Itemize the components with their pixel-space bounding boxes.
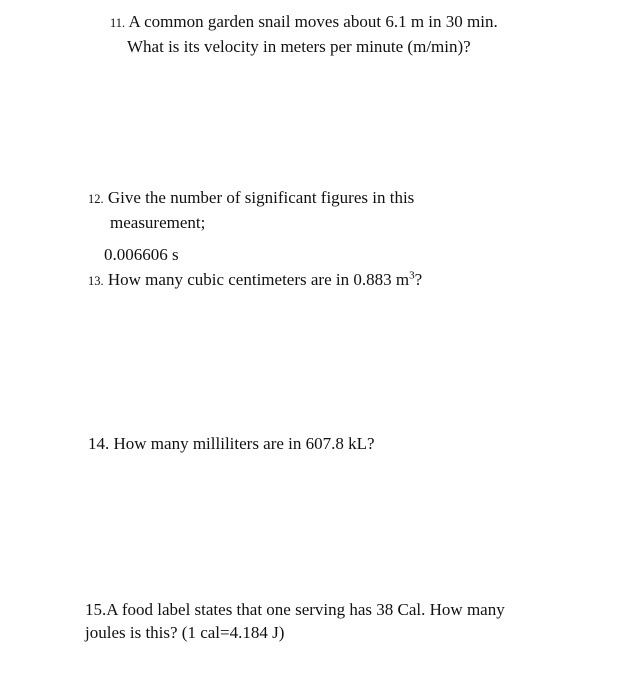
question-15 xyxy=(85,598,580,644)
question-12-measurement-value: 0.006606 s xyxy=(104,245,179,264)
question-11-line1: A common garden snail moves about 6.1 m in 30 min. xyxy=(128,12,498,31)
question-12 xyxy=(88,186,558,234)
question-13-line1: How many cubic centimeters are in 0.883 m xyxy=(107,270,410,289)
question-14 xyxy=(88,432,568,455)
question-11 xyxy=(110,10,590,58)
question-11-line2: What is its velocity in meters per minute (m/min)? xyxy=(127,37,471,56)
question-14-line1: How many milliliters are in 607.8 kL? xyxy=(113,434,375,453)
question-14-number: 14. xyxy=(88,434,110,453)
question-11-number: 11. xyxy=(110,16,126,30)
question-15-line1: A food label states that one serving has 38 Cal. How many xyxy=(106,600,505,619)
question-12-line1: Give the number of significant figures in this xyxy=(107,188,415,207)
question-13-number: 13. xyxy=(88,274,104,288)
question-15-line2: joules is this? (1 cal=4.184 J) xyxy=(85,623,285,642)
question-12-line2: measurement; xyxy=(110,213,206,232)
question-12-number: 12. xyxy=(88,192,104,206)
question-15-number: 15. xyxy=(85,600,107,619)
question-13 xyxy=(88,268,568,293)
question-13-exponent: 3 xyxy=(409,269,415,282)
question-13-line1-tail: ? xyxy=(414,270,423,289)
